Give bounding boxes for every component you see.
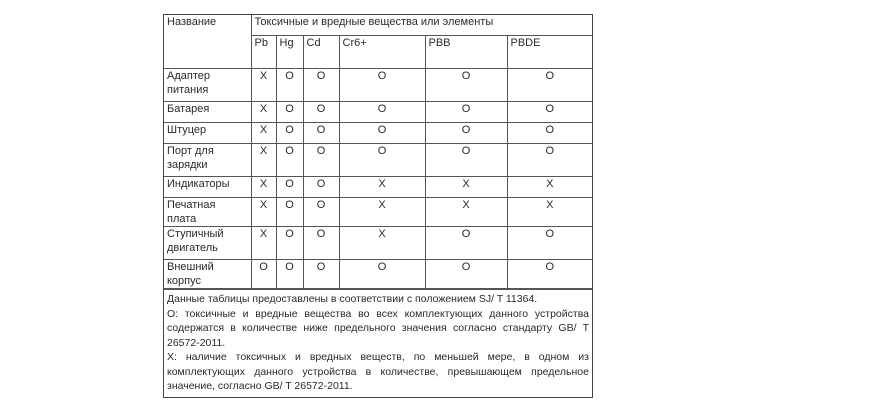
substance-mark: X [507, 177, 592, 198]
substance-mark: O [303, 260, 339, 289]
substance-mark: X [251, 69, 276, 102]
substance-mark: O [276, 198, 303, 227]
hazardous-substances-table [164, 15, 592, 289]
substance-mark: X [251, 177, 276, 198]
substance-mark: O [339, 260, 425, 289]
component-name: Адаптер питания [164, 69, 251, 102]
substance-mark: O [507, 260, 592, 289]
component-name: Порт для зарядки [164, 144, 251, 177]
substance-mark: X [251, 227, 276, 260]
substance-mark: O [276, 69, 303, 102]
substance-mark: O [507, 227, 592, 260]
substance-mark: O [276, 177, 303, 198]
note-x-legend: X: наличие токсичных и вредных веществ, по меньшей мере, в одном из комплектующих данного устройства в количестве, превышающем предельное значение, согласно GB/ T 26572-2011. [167, 351, 589, 392]
substance-mark: O [425, 260, 507, 289]
table-row [164, 69, 592, 102]
substance-mark: O [303, 102, 339, 123]
substance-mark: O [276, 260, 303, 289]
substance-header: Cr6+ [339, 36, 425, 69]
substance-mark: O [425, 144, 507, 177]
table-row [164, 260, 592, 289]
component-name: Штуцер [164, 123, 251, 144]
substance-mark: O [276, 102, 303, 123]
substance-mark: X [251, 198, 276, 227]
substance-header: Cd [303, 36, 339, 69]
substance-mark: O [251, 260, 276, 289]
substance-mark: O [276, 144, 303, 177]
substance-header: Pb [251, 36, 276, 69]
substance-header: Hg [276, 36, 303, 69]
note-source: Данные таблицы предоставлены в соответствии с положением SJ/ T 11364. [167, 293, 538, 305]
name-column-header: Название [164, 15, 251, 69]
table-row [164, 102, 592, 123]
component-name: Печатная плата [164, 198, 251, 227]
table-row [164, 177, 592, 198]
substance-mark: O [303, 123, 339, 144]
substance-mark: X [251, 102, 276, 123]
substance-mark: O [303, 227, 339, 260]
substance-mark: O [507, 123, 592, 144]
note-o-legend: O: токсичные и вредные вещества во всех комплектующих данного устройства содержатся в количестве ниже предельного значения согласно стандарту GB/ T 26572-2011. [167, 307, 589, 349]
component-name: Внешний корпус [164, 260, 251, 289]
substance-header: PBDE [507, 36, 592, 69]
substances-group-header: Токсичные и вредные вещества или элементы [251, 15, 592, 36]
substance-mark: X [425, 198, 507, 227]
table-row [164, 198, 592, 227]
substance-mark: O [303, 69, 339, 102]
substance-mark: X [339, 198, 425, 227]
substance-mark: O [339, 144, 425, 177]
table-row [164, 227, 592, 260]
substance-mark: O [303, 177, 339, 198]
substance-header: PBB [425, 36, 507, 69]
table-row [164, 123, 592, 144]
component-name: Ступичный двигатель [164, 227, 251, 260]
substance-mark: O [276, 123, 303, 144]
substance-mark: O [339, 102, 425, 123]
substance-mark: X [339, 227, 425, 260]
substance-mark: O [507, 144, 592, 177]
table-row [164, 144, 592, 177]
hazardous-substances-document [163, 14, 593, 398]
table-notes [164, 289, 592, 397]
substance-mark: O [507, 102, 592, 123]
substance-mark: X [251, 144, 276, 177]
substance-mark: X [339, 177, 425, 198]
substance-mark: O [303, 198, 339, 227]
substance-mark: O [339, 123, 425, 144]
substance-mark: O [303, 144, 339, 177]
substance-mark: X [507, 198, 592, 227]
component-name: Батарея [164, 102, 251, 123]
substance-mark: O [425, 227, 507, 260]
substance-mark: O [425, 123, 507, 144]
substance-mark: O [425, 69, 507, 102]
substance-mark: X [251, 123, 276, 144]
substance-mark: O [276, 227, 303, 260]
substance-mark: O [507, 69, 592, 102]
substance-mark: X [425, 177, 507, 198]
table-header-row [164, 15, 592, 36]
substance-mark: O [425, 102, 507, 123]
component-name: Индикаторы [164, 177, 251, 198]
substance-mark: O [339, 69, 425, 102]
